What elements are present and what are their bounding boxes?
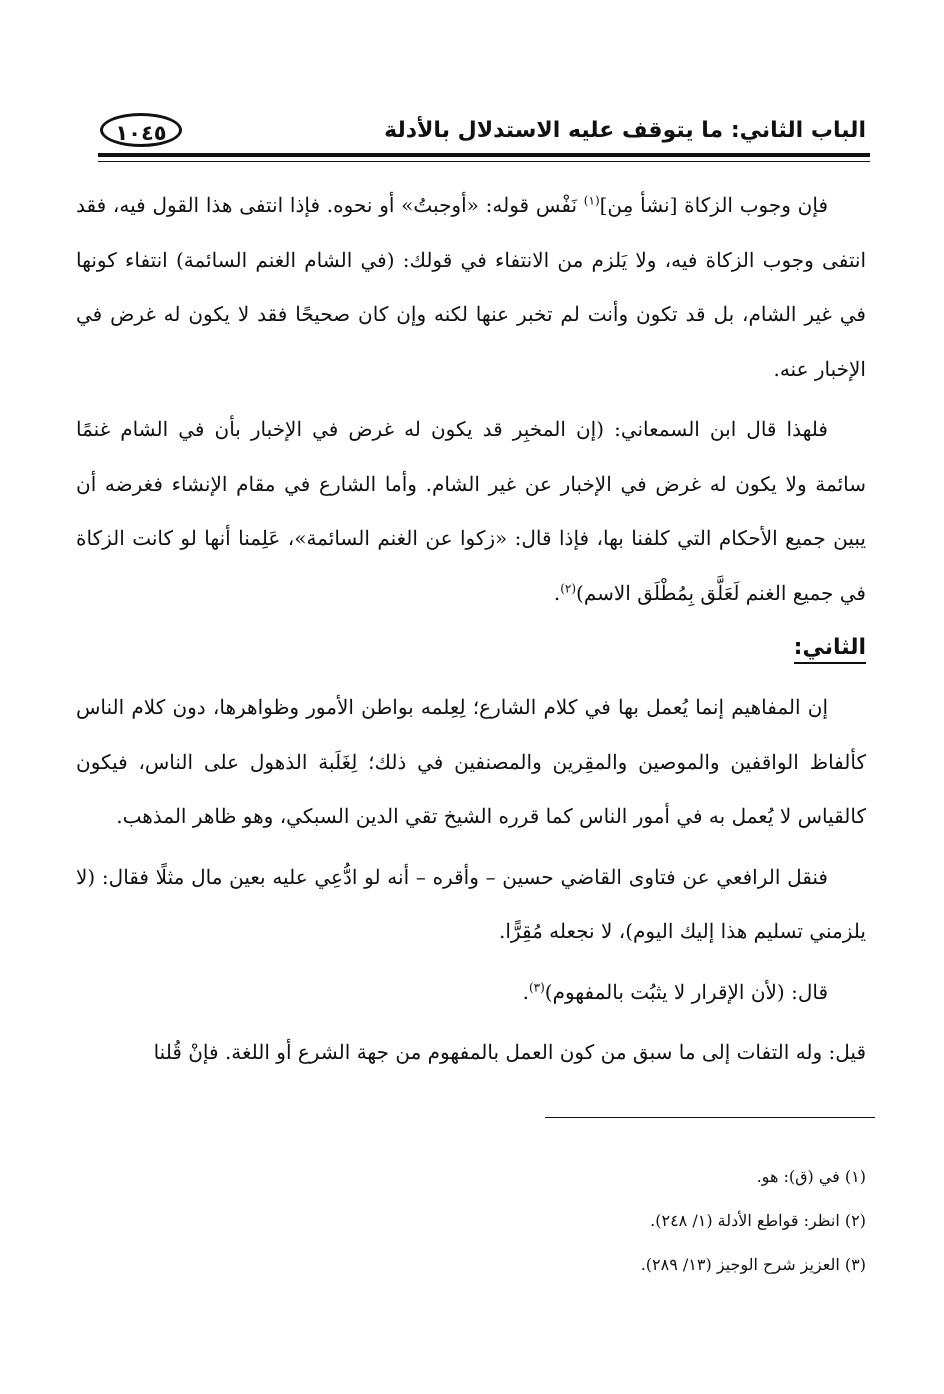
page-number: ١٠٤٥ (100, 113, 182, 147)
footnote-marker: (٢) (560, 580, 577, 595)
page-header (100, 108, 866, 152)
footnote-marker: (١) (583, 193, 600, 208)
main-text (76, 178, 866, 1086)
paragraph: فنقل الرافعي عن فتاوى القاضي حسين – وأقره – أنه لو ادُّعِي عليه بعين مال مثلًا فقال: (لا يلزمني تسليم هذا إليك اليوم)، لا نجعله مُقِرًّا. (76, 864, 866, 943)
text-underline (545, 1117, 875, 1118)
running-title: الباب الثاني: ما يتوقف عليه الاستدلال بالأدلة (384, 117, 866, 143)
footnote: (٢) انظر: قواطع الأدلة (١/ ٢٤٨). (650, 1211, 866, 1230)
header-rule-thin (98, 161, 870, 162)
paragraph: فلهذا قال ابن السمعاني: (إن المخبِر قد يكون له غرض في الإخبار بأن في الشام غنمًا سائمة ولا يكون له غرض في الإخبار عن غير الشام. وأما الشارع في مقام الإنشاء فغرضه أن يبين جميع الأحكام التي كلفنا بها، فإذا قال: «زكوا عن الغنم السائمة»، عَلِمنا أنها لو كانت الزكاة في جميع الغنم لَعَلَّق بِمُطْلَق الاسم)$^{(٢)}$. (76, 417, 866, 605)
paragraph-qil: قيل: وله التفات إلى ما سبق من كون العمل بالمفهوم من جهة الشرع أو اللغة. فإنْ قُلنا (153, 1040, 866, 1064)
paragraph: فإن وجوب الزكاة [نشأ مِن]$^{(١)}$ نَفْس قوله: «أوجبتُ» أو نحوه. فإذا انتفى هذا القول فيه، فقد انتفى وجوب الزكاة فيه، ولا يَلزم من الانتفاء في قولك: (في الشام الغنم السائمة) انتفاء كونها في غير الشام، بل قد تكون وأنت لم تخبر عنها لكنه وإن كان صحيحًا فقد لا يكون له غرض في الإخبار عنه. (76, 193, 866, 381)
footnotes (120, 1155, 866, 1287)
paragraph: إن المفاهيم إنما يُعمل بها في كلام الشارع؛ لِعِلمه بواطن الأمور وظواهرها، دون كلام الناس كألفاظ الواقفين والموصين والمقِرين والمصنفين في ذلك؛ لِغَلَبة الذهول على الناس، فيكون كالقياس لا يُعمل به في أمور الناس كما قرره الشيخ تقي الدين السبكي، وهو ظاهر المذهب. (76, 695, 866, 828)
footnote: (١) في (ق): هو. (756, 1167, 866, 1186)
header-rule-thick (98, 153, 870, 157)
section-heading: الثاني: (76, 626, 866, 670)
paragraph-qal: قال: (لأن الإقرار لا يثبُت بالمفهوم)$^{(٣)}$. (522, 979, 828, 1004)
footnote-marker: (٣) (528, 979, 545, 994)
footnote: (٣) العزيز شرح الوجيز (١٣/ ٢٨٩). (640, 1255, 866, 1274)
